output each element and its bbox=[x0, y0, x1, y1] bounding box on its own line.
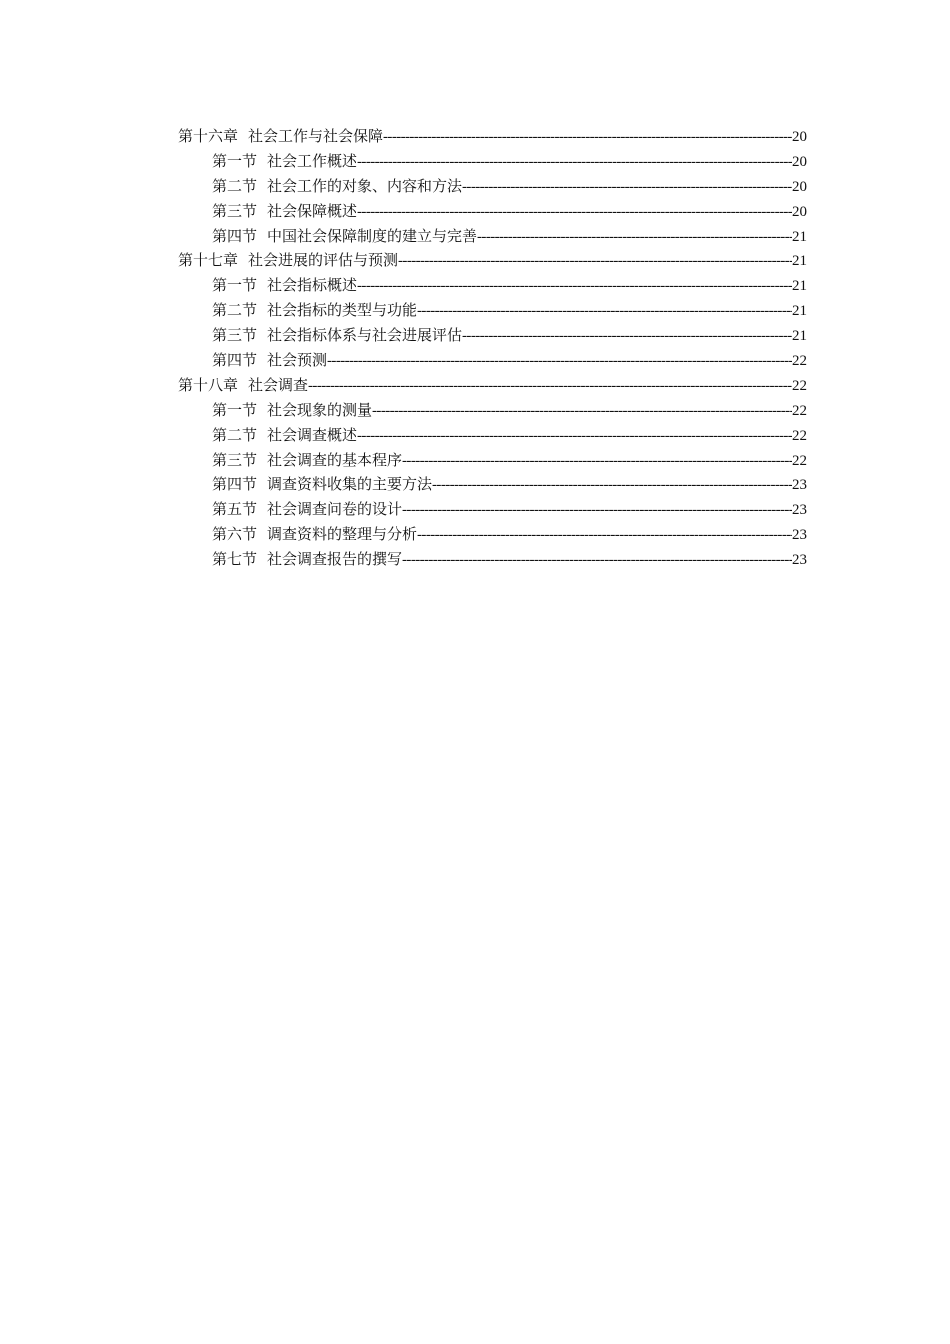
dot-leader bbox=[462, 324, 792, 349]
toc-entry-title: 调查资料收集的主要方法 bbox=[267, 475, 433, 494]
toc-entry-title: 社会工作与社会保障 bbox=[248, 127, 384, 145]
toc-entry-page: 23 bbox=[792, 502, 807, 519]
toc-entry-page: 21 bbox=[792, 303, 807, 320]
toc-entry-number: 第四节 bbox=[212, 351, 258, 370]
toc-entry-section[interactable] bbox=[178, 323, 807, 348]
toc-entry-number: 第七节 bbox=[212, 550, 258, 569]
toc-entry-chapter-18[interactable] bbox=[178, 373, 807, 398]
toc-entry-title: 社会指标体系与社会进展评估 bbox=[267, 326, 463, 345]
toc-entry-section[interactable] bbox=[178, 348, 807, 373]
toc-entry-page: 22 bbox=[792, 452, 807, 469]
toc-entry-title: 中国社会保障制度的建立与完善 bbox=[267, 226, 478, 245]
toc-entry-section[interactable] bbox=[178, 398, 807, 423]
dot-leader bbox=[462, 175, 792, 200]
toc-entry-title: 社会工作概述 bbox=[267, 151, 358, 170]
toc-entry-number: 第二节 bbox=[212, 301, 258, 320]
toc-entry-page: 20 bbox=[792, 129, 807, 145]
dot-leader bbox=[383, 125, 792, 150]
toc-entry-title: 社会调查问卷的设计 bbox=[267, 500, 403, 519]
dot-leader bbox=[417, 523, 792, 548]
toc-entry-page: 20 bbox=[792, 153, 807, 170]
toc-entry-title: 社会调查报告的撰写 bbox=[267, 550, 403, 569]
toc-entry-page: 21 bbox=[792, 228, 807, 245]
toc-entry-title: 社会调查 bbox=[248, 375, 309, 394]
toc-entry-page: 22 bbox=[792, 353, 807, 370]
toc-entry-section[interactable] bbox=[178, 497, 807, 522]
toc-entry-number: 第一节 bbox=[212, 400, 258, 419]
toc-entry-number: 第十七章 bbox=[178, 251, 239, 270]
dot-leader bbox=[402, 548, 792, 573]
toc-entry-section[interactable] bbox=[178, 472, 807, 497]
toc-entry-number: 第一节 bbox=[212, 276, 258, 295]
toc-entry-number: 第三节 bbox=[212, 450, 258, 469]
toc-entry-number: 第二节 bbox=[212, 176, 258, 195]
toc-entry-section[interactable] bbox=[178, 149, 807, 174]
dot-leader bbox=[417, 299, 792, 324]
toc-entry-page: 21 bbox=[792, 278, 807, 295]
toc-entry-chapter-17[interactable] bbox=[178, 248, 807, 273]
toc-entry-title: 社会保障概述 bbox=[267, 201, 358, 220]
dot-leader bbox=[308, 374, 792, 399]
toc-entry-number: 第二节 bbox=[212, 425, 258, 444]
dot-leader bbox=[357, 150, 792, 175]
dot-leader bbox=[432, 473, 792, 498]
dot-leader bbox=[372, 399, 792, 424]
toc-entry-section[interactable] bbox=[178, 174, 807, 199]
toc-entry-page: 23 bbox=[792, 552, 807, 569]
dot-leader bbox=[357, 274, 792, 299]
toc-entry-page: 23 bbox=[792, 477, 807, 494]
toc-entry-title: 社会预测 bbox=[267, 351, 328, 370]
toc-entry-title: 社会现象的测量 bbox=[267, 400, 373, 419]
toc-entry-number: 第三节 bbox=[212, 326, 258, 345]
toc-entry-page: 22 bbox=[792, 427, 807, 444]
toc-entry-page: 23 bbox=[792, 527, 807, 544]
dot-leader bbox=[357, 200, 792, 225]
toc-entry-page: 22 bbox=[792, 402, 807, 419]
toc-entry-number: 第一节 bbox=[212, 151, 258, 170]
toc-entry-section[interactable] bbox=[178, 199, 807, 224]
dot-leader bbox=[402, 498, 792, 523]
toc-entry-section[interactable] bbox=[178, 547, 807, 572]
toc-entry-section[interactable] bbox=[178, 273, 807, 298]
toc-entry-section[interactable] bbox=[178, 448, 807, 473]
toc-entry-title: 社会进展的评估与预测 bbox=[248, 251, 399, 270]
table-of-contents bbox=[178, 124, 807, 572]
toc-entry-number: 第四节 bbox=[212, 475, 258, 494]
dot-leader bbox=[398, 249, 792, 274]
toc-entry-title: 社会指标概述 bbox=[267, 276, 358, 295]
toc-entry-page: 20 bbox=[792, 203, 807, 220]
toc-entry-section[interactable] bbox=[178, 224, 807, 249]
toc-entry-number: 第三节 bbox=[212, 201, 258, 220]
dot-leader bbox=[327, 349, 792, 374]
toc-entry-page: 22 bbox=[792, 377, 807, 394]
toc-entry-section[interactable] bbox=[178, 423, 807, 448]
toc-entry-number: 第五节 bbox=[212, 500, 258, 519]
toc-entry-section[interactable] bbox=[178, 522, 807, 547]
toc-entry-title: 调查资料的整理与分析 bbox=[267, 525, 418, 544]
dot-leader bbox=[402, 449, 792, 474]
toc-entry-page: 20 bbox=[792, 178, 807, 195]
toc-entry-title: 社会指标的类型与功能 bbox=[267, 301, 418, 320]
dot-leader bbox=[357, 424, 792, 449]
toc-entry-section[interactable] bbox=[178, 298, 807, 323]
toc-entry-title: 社会工作的对象、内容和方法 bbox=[267, 176, 463, 195]
toc-entry-page: 21 bbox=[792, 328, 807, 345]
toc-entry-number: 第六节 bbox=[212, 525, 258, 544]
toc-entry-number: 第十六章 bbox=[178, 127, 239, 145]
toc-entry-title: 社会调查的基本程序 bbox=[267, 450, 403, 469]
toc-entry-title: 社会调查概述 bbox=[267, 425, 358, 444]
toc-entry-page: 21 bbox=[792, 253, 807, 270]
dot-leader bbox=[477, 225, 792, 250]
toc-entry-chapter-16[interactable] bbox=[178, 124, 807, 149]
toc-entry-number: 第四节 bbox=[212, 226, 258, 245]
toc-entry-number: 第十八章 bbox=[178, 375, 239, 394]
